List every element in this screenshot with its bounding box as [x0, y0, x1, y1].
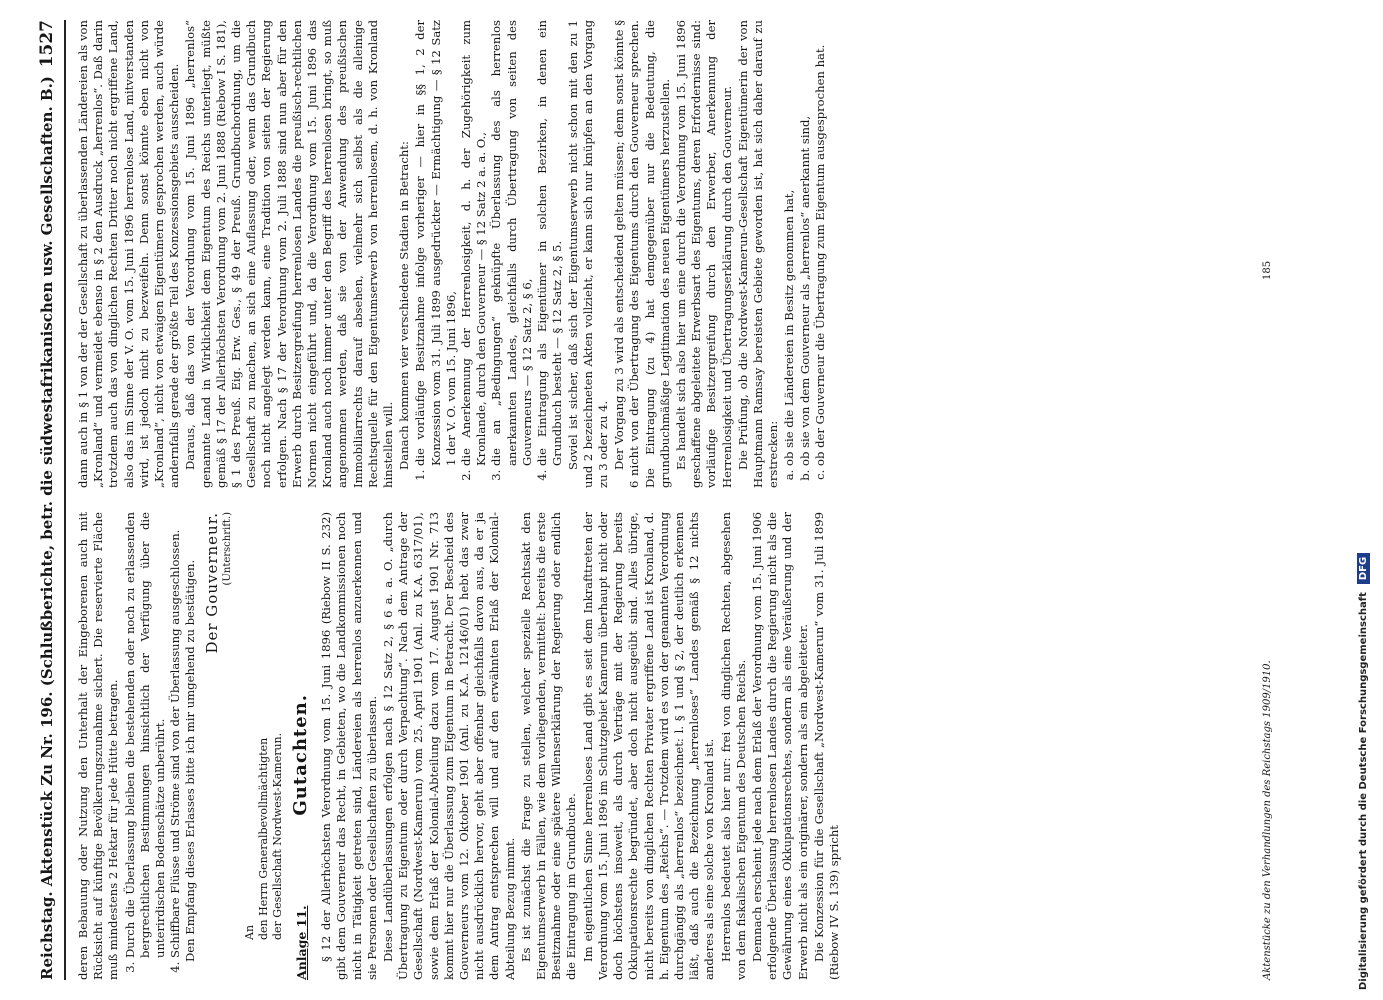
anlage-heading-row [290, 512, 312, 980]
address-line: An [243, 924, 257, 940]
stage-item: 3. die an „Bedingungen“ geknüpfte Überlassung des als herrenlos anerkannten Landes, gleichfalls durch Übertragung von seiten des Gouverneurs — § 12 Satz 2, § 6, [489, 20, 535, 466]
body-paragraph: Danach kommen vier verschiedene Stadien in Betracht: [397, 141, 412, 470]
check-item: a. ob sie die Ländereien in Besitz genommen hat, [782, 20, 797, 466]
anlage-label: Anlage 11. [294, 905, 310, 980]
right-column [76, 20, 1256, 488]
body-paragraph: dann auch in § 1 von der der Gesellschaft zu überlassenden Ländereien als von „Kronland“ und vermeidet ebenso in § 2 den Ausdruck „herrenlos“. Daß darin trotzdem auch das von dinglichen Rechten Dritter noch nicht ergriffene Land, also das im Sinne der V. O. vom 15. Juni 1896 herrenlose Land, mitverstanden wird, ist jedoch nicht zu bezweifeln. Denn sonst könnte eben nicht von „Kronland“, nicht von etwaigen Eigentümern gesprochen werden, auch würde andernfalls gerade der größte Teil des Konzessionsgebiets ausscheiden. [76, 20, 182, 488]
body-paragraph: Es handelt sich also hier um eine durch die Verordnung vom 15. Juni 1896 geschaffene abgeleitete Erwerbsart des Eigentums, deren Erfordernisse sind: vorläufige Besitzergreifung durch den Erwerber, Anerkennung der Herrenlosigkeit und Übertragungserklärung durch den Gouverneur. [673, 20, 734, 488]
check-item: b. ob sie von dem Gouverneur als „herrenlos“ anerkannt sind, [798, 20, 813, 466]
body-paragraph: Die Konzession für die Gesellschaft „Nordwest-Kamerun“ vom 31. Juli 1899 (Riebow IV S. 139) spricht [811, 512, 841, 980]
stage-item: 1. die vorläufige Besitznahme infolge vorheriger — hier in §§ 1, 2 der Konzession vom 31. Juli 1899 ausgedrückter — Ermächtigung — § 12 Satz 1 der V. O. vom 15. Juni 1896, [413, 20, 459, 466]
body-paragraph: Soviel ist sicher, daß sich der Eigentumserwerb nicht schon mit den zu 1 und 2 bezeichneten Akten vollzieht, er kann sich nur knüpfen an den Vorgang zu 3 oder zu 4. [565, 20, 610, 488]
stages-list [413, 20, 565, 488]
body-paragraph: Im eigentlichen Sinne herrenloses Land gibt es seit dem Inkrafttreten der Verordnung vom 15. Juni 1896 im Schutzgebiet Kamerun überhaupt nicht oder doch höchstens insoweit, als durch Verträge mit der Regierung bereits Okkupationsrechte begründet, aber doch nicht ausgeübt sind. Alles übrige, nicht bereits von dinglichen Rechten Privater ergriffene Land ist Kronland, d. h. Eigentum des „Reichs“. — Trotzdem wird es von der genannten Verordnung durchgängig als „herrenlos“ bezeichnet: l. § 1 und § 2, der deutlich erkennen läßt, daß auch die Bezeichnung „herrenloses“ Landes gemäß § 12 nichts anderes als eine solche von Kronland ist. [580, 512, 717, 980]
body-paragraph: Die Prüfung, ob die Nordwest-Kamerun-Gesellschaft Eigentümerin der von Hauptmann Ramsay bereisten Gebiete geworden ist, hat sich daher darauf zu erstrecken: [735, 20, 781, 488]
address-block [243, 512, 285, 940]
address-line: der Gesellschaft Nordwest-Kamerun. [271, 732, 285, 940]
body-paragraph: Der Vorgang zu 3 wird als entscheidend gelten müssen; denn sonst könnte § 6 nicht von der Übertragung des Eigentums durch den Gouverneur sprechen. Die Eintragung (zu 4) hat demgegenüber nur die Bedeutung, die grundbuchmäßige Legitimation des neuen Eigentümers herzustellen. [612, 20, 672, 488]
digitization-credit [1352, 0, 1378, 1000]
checks-list [782, 20, 828, 488]
signature-block [202, 512, 235, 980]
condition-list [123, 512, 184, 980]
running-head: Reichstag. Aktenstück Zu Nr. 196. (Schlußberichte, betr. die südwestafrikanischen usw. Gesellschaften. B.) [38, 76, 56, 980]
dfg-logo: DFG [1357, 553, 1370, 584]
section-heading: Gutachten. [290, 693, 312, 816]
digitization-credit-text-row [1352, 0, 1374, 990]
intro-paragraph: deren Bebauung oder Nutzung den Unterhalt der Eingeborenen auch mit Rücksicht auf künftige Bevölkerungszunahme sichert. Die reservierte Fläche muß mindestens 2 Hektar für jede Hütte betragen. [76, 512, 121, 980]
text-columns [76, 20, 1256, 980]
signature-title: Der Gouverneur. [202, 512, 221, 654]
stage-item: 4. die Eintragung als Eigentümer in solchen Bezirken, in denen ein Grundbuch besteht — § 12 Satz 2, § 5. [535, 20, 565, 466]
check-item: c. ob der Gouverneur die Übertragung zum Eigentum ausgesprochen hat. [813, 20, 828, 466]
stage-item: 2. die Anerkennung der Herrenlosigkeit, d. h. der Zugehörigkeit zum Kronlande, durch den Gouverneur — § 12 Satz 2 a. a. O., [459, 20, 489, 466]
page-number: 1527 [37, 20, 57, 68]
page-header [30, 20, 66, 980]
body-paragraph: Daraus, daß das von der Verordnung vom 15. Juni 1896 „herrenlos“ genannte Land in Wirklichkeit dem Eigentum des Reichs unterliegt, müßte gemäß § 17 der Allerhöchsten Verordnung vom 2. Juni 1888 (Riebow I S. 181), § 1 des Preuß. Eig. Erw. Ges., § 49 der Preuß. Grundbuchordnung, um die Gesellschaft zu machen, an sich eine Auflassung oder, wenn das Grundbuch noch nicht angelegt werden kann, eine Tradition von seiten der Regierung erfolgen. Nach § 17 der Verordnung vom 2. Juli 1888 sind nun aber für den Erwerb durch Besitzergreifung herrenlosen Landes die preußisch-rechtlichen Normen nicht eingeführt und, da die Verordnung vom 15. Juni 1896 das Kronland auch noch immer unter den Begriff des herrenlosen bringt, so muß angenommen werden, daß sie von der Anwendung des preußischen Immobiliarrechts darauf absehen, vielmehr sich selbst als die alleinige Rechtsquelle für den Eigentumserwerb von herrenlosem, d. h. von Kronland hinstellen will. [183, 20, 396, 488]
signature-sub: (Unterschrift.) [221, 512, 233, 586]
body-paragraph: Diese Landüberlassungen erfolgen nach § 12 Satz 2, § 6 a. a. O. „durch Übertragung zu Eigentum oder durch Verpachtung“. Nach dem Antrage der Gesellschaft (Nordwest-Kamerun) vom 25. April 1901 (Anl. zu K.A. 6317/01), sowie dem Erlaß der Kolonial-Abteilung dazu vom 17. August 1901 Nr. 713 kommt hier nur die Überlassung zum Eigentum in Betracht. Der Bescheid des Gouverneurs vom 12. Oktober 1901 (Anl. zu K.A. 12146/01) hebt das zwar nicht ausdrücklich hervor, geht aber offenbar gleichfalls davon aus, da er ja dem Antrag entsprechen will und auf den erwähnten Erlaß der Kolonial-Abteilung Bezug nimmt. [381, 512, 517, 980]
condition-item: 3. Durch die Überlassung bleiben die bestehenden oder noch zu erlassenden bergrechtlichen Bestimmungen hinsichtlich der Verfügung über die unterirdischen Bodenschätze unberührt. [123, 512, 169, 958]
rotated-document-page [30, 20, 1350, 980]
body-paragraph: Herrenlos bedeutet also hier nur: frei von dinglichen Rechten, abgesehen von dem fiskalischen Eigentum des Deutschen Reichs. [718, 512, 748, 980]
left-column [76, 512, 1256, 980]
body-paragraph: § 12 der Allerhöchsten Verordnung vom 15. Juni 1896 (Riebow II S. 232) gibt dem Gouverneur das Recht, in Gebieten, wo die Landkommissionen noch nicht in Tätigkeit getreten sind, Ländereien als herrenlos anzuerkennen und sie Personen oder Gesellschaften zu überlassen. [319, 512, 379, 980]
footer-number: 185 [1262, 260, 1273, 280]
closing-paragraph: Den Empfang dieses Erlasses bitte ich mir umgehend zu bestätigen. [183, 559, 198, 962]
address-line: den Herrn Generalbevollmächtigten [257, 737, 271, 940]
body-paragraph: Demnach erscheint jede nach dem Erlaß der Verordnung vom 15. Juni 1906 erfolgende Überlassung herrenlosen Landes durch die Regierung nicht als die Gewährung eines Okkupationsrechtes, sondern als eine Veräußerung und der Erwerb nicht als ein originärer, sondern als ein abgeleiteter. [749, 512, 810, 980]
condition-item: 4. Schiffbare Flüsse und Ströme sind von der Überlassung ausgeschlossen. [168, 512, 183, 958]
footer-note: Aktenstücke zu den Verhandlungen des Reichstags 1909/1910. [1262, 660, 1273, 980]
body-paragraph: Es ist zunächst die Frage zu stellen, welcher spezielle Rechtsakt den Eigentumserwerb in Fällen, wie dem vorliegenden, vermittelt: bereits die erste Besitznahme oder eine spätere Willenserklärung der Regierung oder endlich die Eintragung im Grundbuche. [518, 512, 579, 980]
credit-text: Digitalisierung gefördert durch die Deutsche Forschungsgemeinschaft [1357, 592, 1369, 990]
